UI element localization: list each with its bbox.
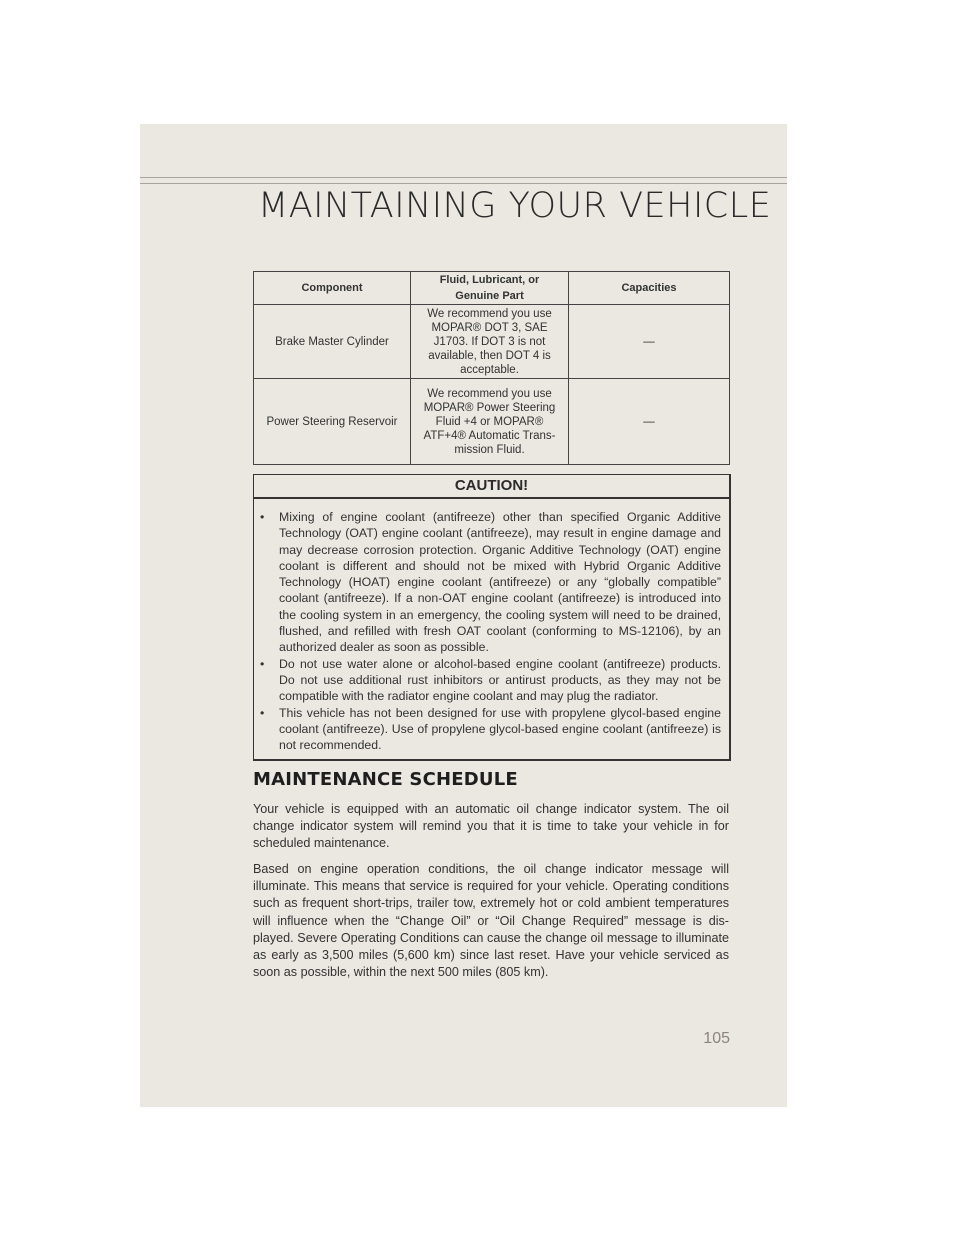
caution-item-text: Do not use water alone or alcohol-based engine coolant (antifreeze) products. Do not use additional rust inhibitors or antirust products, as they may not be compatible with the radiator engine coolant and may plug the radiator. [279, 656, 721, 704]
caution-item [260, 509, 721, 656]
manual-page [140, 124, 787, 1107]
header-rule-bottom [140, 183, 787, 184]
fluid-text: We recommend you use MOPAR® Power Steering Fluid +4 or MOPAR® ATF+4® Automatic Trans-mission Fluid. [423, 387, 556, 456]
header-rule-top [140, 177, 787, 178]
cell-fluid [411, 379, 569, 465]
maintenance-paragraph: Based on engine operation conditions, the oil change indicator message will illuminate. This means that service is required for your vehicle. Operating conditions such as frequent short-trips, trailer tow, extremely hot or cold ambient temperatures will influence when the “Change Oil” or “Oil Change Required” message is dis-played. Severe Operating Conditions can cause the change oil message to illuminate as early as 3,500 miles (5,600 km) since last reset. Have your vehicle serviced as soon as possible, within the next 500 miles (805 km). [253, 862, 729, 980]
table-row [254, 305, 730, 379]
caution-item-text: This vehicle has not been designed for use with propylene glycol-based engine coolant (antifreeze). Use of propylene glycol-based engine coolant (antifreeze) is not recommended. [279, 705, 721, 753]
caution-item [260, 705, 721, 754]
caution-box [253, 474, 731, 761]
section-title: MAINTAINING YOUR VEHICLE [258, 186, 772, 226]
cell-capacity: — [569, 379, 730, 465]
cell-component: Brake Master Cylinder [254, 305, 411, 379]
cell-capacity: — [569, 305, 730, 379]
caution-item [260, 656, 721, 705]
header-component: Component [254, 272, 411, 305]
maintenance-paragraph: Your vehicle is equipped with an automatic oil change indicator system. The oil change indicator system will remind you that it is time to take your vehicle in for scheduled maintenance. [253, 802, 729, 851]
maintenance-heading: MAINTENANCE SCHEDULE [253, 769, 518, 790]
cell-component: Power Steering Reservoir [254, 379, 411, 465]
header-capacities: Capacities [569, 272, 730, 305]
caution-list [254, 499, 729, 753]
bullet-icon: • [260, 510, 265, 524]
caution-item-text: Mixing of engine coolant (antifreeze) other than specified Organic Additive Technology (OAT) engine coolant (antifreeze), may result in engine damage and may decrease corrosion protection. Organic Additive Technology (OAT) engine coolant is different and should not be mixed with Hybrid Organic Additive Technology (HOAT) engine coolant (antifreeze) or any “globally compatible” coolant (antifreeze). If a non-OAT engine coolant (antifreeze) is introduced into the cooling system in an emergency, the cooling system will need to be drained, flushed, and refilled with fresh OAT coolant (conforming to MS-12106), by an authorized dealer as soon as possible. [279, 510, 721, 655]
table-header-row [254, 272, 730, 305]
caution-title: CAUTION! [254, 475, 729, 499]
fluids-table [253, 271, 730, 465]
fluid-text: We recommend you use MOPAR® DOT 3, SAE J1703. If DOT 3 is not available, then DOT 4 is acceptable. [427, 307, 552, 376]
bullet-icon: • [260, 656, 265, 671]
table-row [254, 379, 730, 465]
header-fluid: Fluid, Lubricant, or Genuine Part [411, 272, 569, 305]
page-number: 105 [703, 1030, 730, 1047]
cell-fluid [411, 305, 569, 379]
bullet-icon: • [260, 705, 265, 720]
